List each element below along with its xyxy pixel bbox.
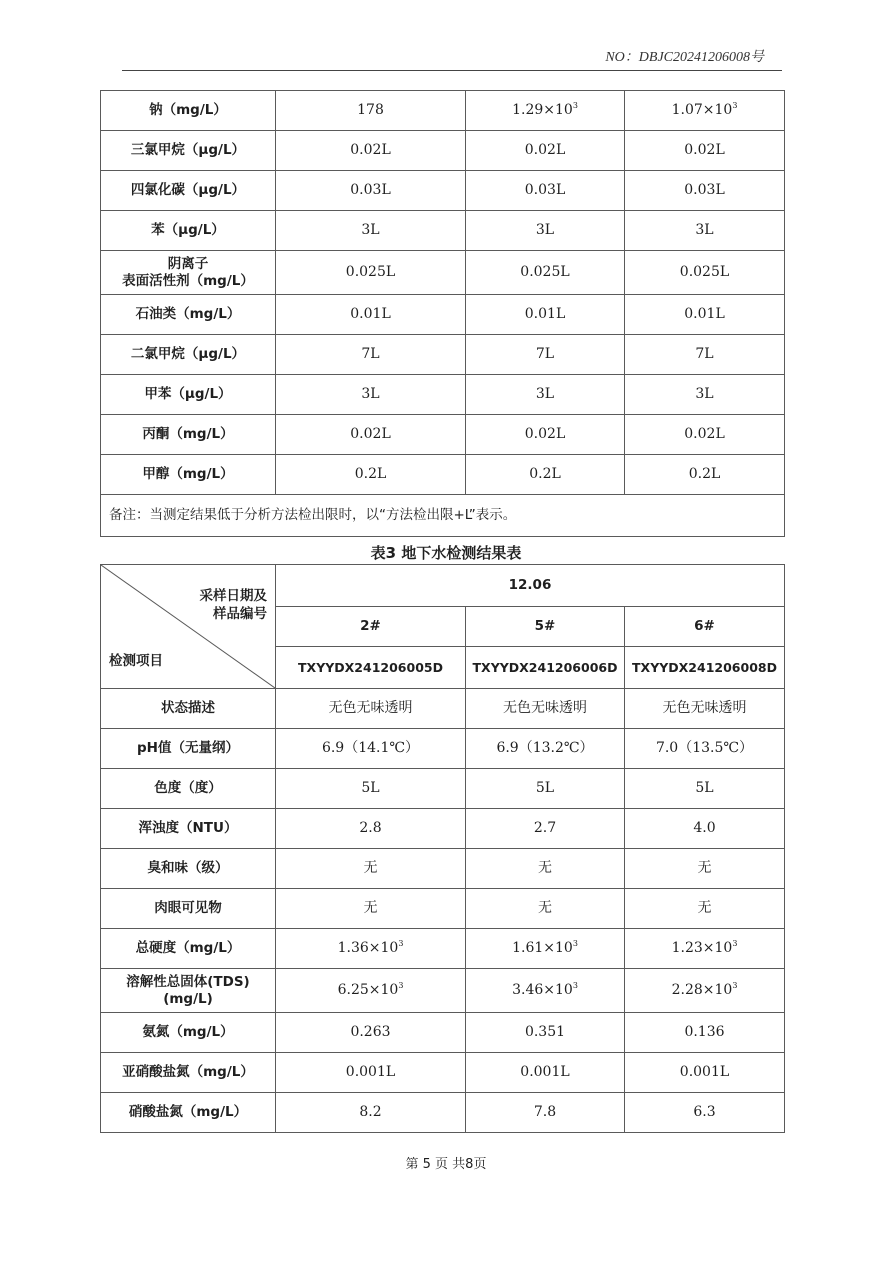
item-label: 四氯化碳（μg/L） — [101, 171, 276, 211]
item-label: 甲苯（μg/L） — [101, 375, 276, 415]
value-cell: 无 — [466, 849, 625, 889]
continued-results-table — [100, 90, 785, 537]
value-cell: 0.136 — [625, 1013, 785, 1053]
value-cell: 0.351 — [466, 1013, 625, 1053]
value-cell: 0.01L — [466, 295, 625, 335]
value-cell: $1.36\times 10^3$ — [276, 929, 466, 969]
report-number: NO：DBJC20241206008号 — [605, 50, 764, 65]
value-cell: 5L — [625, 769, 785, 809]
item-label: 甲醇（mg/L） — [101, 455, 276, 495]
corner-header-bottom: 检测项目 — [109, 653, 163, 669]
value-cell: $1.61\times 10^3$ — [466, 929, 625, 969]
value-cell: 0.02L — [625, 131, 785, 171]
value-cell: 0.025L — [625, 251, 785, 295]
sample-code: TXYYDX241206005D — [276, 647, 466, 689]
note-row — [101, 495, 785, 537]
value-cell: $6.25\times 10^3$ — [276, 969, 466, 1013]
value-cell: 无 — [625, 889, 785, 929]
item-label: 二氯甲烷（μg/L） — [101, 335, 276, 375]
value-cell: 3L — [276, 375, 466, 415]
sample-code: TXYYDX241206006D — [466, 647, 625, 689]
value-cell: 无色无味透明 — [276, 689, 466, 729]
table-row — [101, 729, 785, 769]
value-cell: 7L — [276, 335, 466, 375]
item-label: 状态描述 — [101, 689, 276, 729]
value-cell: 0.025L — [276, 251, 466, 295]
value-cell: 0.03L — [276, 171, 466, 211]
value-cell: 无 — [466, 889, 625, 929]
table-row — [101, 375, 785, 415]
value-cell: 5L — [276, 769, 466, 809]
value-cell: 6.3 — [625, 1093, 785, 1133]
value-cell: $1.23\times 10^3$ — [625, 929, 785, 969]
table-row — [101, 295, 785, 335]
item-label: 三氯甲烷（μg/L） — [101, 131, 276, 171]
value-cell: 8.2 — [276, 1093, 466, 1133]
value-cell: 无 — [625, 849, 785, 889]
table-row — [101, 91, 785, 131]
item-label: 石油类（mg/L） — [101, 295, 276, 335]
sampling-date: 12.06 — [276, 565, 785, 607]
header-rule — [122, 70, 782, 71]
table-row — [101, 455, 785, 495]
value-cell: 无色无味透明 — [625, 689, 785, 729]
sample-number: 2# — [276, 607, 466, 647]
diagonal-header-cell — [101, 565, 276, 689]
table-row — [101, 689, 785, 729]
sample-code: TXYYDX241206008D — [625, 647, 785, 689]
sample-number: 6# — [625, 607, 785, 647]
value-cell: 0.02L — [276, 131, 466, 171]
item-label: 臭和味（级） — [101, 849, 276, 889]
item-label: 丙酮（mg/L） — [101, 415, 276, 455]
table-row — [101, 131, 785, 171]
item-label: 亚硝酸盐氮（mg/L） — [101, 1053, 276, 1093]
value-cell: 5L — [466, 769, 625, 809]
item-label: 肉眼可见物 — [101, 889, 276, 929]
value-cell: 0.01L — [276, 295, 466, 335]
value-cell: 4.0 — [625, 809, 785, 849]
item-label: 色度（度） — [101, 769, 276, 809]
value-cell: 无色无味透明 — [466, 689, 625, 729]
table-note: 备注：当测定结果低于分析方法检出限时，以“方法检出限+L”表示。 — [101, 495, 785, 537]
value-cell: 无 — [276, 849, 466, 889]
table-row — [101, 1093, 785, 1133]
item-label: 苯（μg/L） — [101, 211, 276, 251]
table-row — [101, 251, 785, 295]
value-cell: 0.03L — [466, 171, 625, 211]
value-cell: 0.001L — [466, 1053, 625, 1093]
table-row — [101, 809, 785, 849]
value-cell: 3L — [625, 211, 785, 251]
value-cell: 0.02L — [625, 415, 785, 455]
value-cell: 0.2L — [625, 455, 785, 495]
value-cell: 3L — [276, 211, 466, 251]
value-cell: 6.9（13.2℃） — [466, 729, 625, 769]
table-row — [101, 889, 785, 929]
item-label: 氨氮（mg/L） — [101, 1013, 276, 1053]
value-cell: 0.02L — [466, 131, 625, 171]
table-row — [101, 929, 785, 969]
value-cell: 2.8 — [276, 809, 466, 849]
table-title: 表3 地下水检测结果表 — [370, 544, 522, 562]
value-cell: 0.263 — [276, 1013, 466, 1053]
value-cell: 3L — [466, 375, 625, 415]
item-label: 钠（mg/L） — [101, 91, 276, 131]
value-cell: 0.001L — [625, 1053, 785, 1093]
table-row — [101, 1053, 785, 1093]
value-cell: 3L — [466, 211, 625, 251]
item-label: pH值（无量纲） — [101, 729, 276, 769]
value-cell: $1.29\times 10^3$ — [466, 91, 625, 131]
table-row — [101, 171, 785, 211]
table-header-row — [101, 565, 785, 607]
table-row — [101, 769, 785, 809]
value-cell: 0.01L — [625, 295, 785, 335]
table-row — [101, 1013, 785, 1053]
value-cell: 0.02L — [276, 415, 466, 455]
value-cell: 7L — [625, 335, 785, 375]
table-row — [101, 415, 785, 455]
item-label: 阴离子 表面活性剂（mg/L） — [101, 251, 276, 295]
value-cell: 7.0（13.5℃） — [625, 729, 785, 769]
page-footer: 第 5 页 共8页 — [405, 1157, 487, 1172]
item-label: 浑浊度（NTU） — [101, 809, 276, 849]
sample-number: 5# — [466, 607, 625, 647]
value-cell: 178 — [276, 91, 466, 131]
table-row — [101, 849, 785, 889]
value-cell: 0.025L — [466, 251, 625, 295]
item-label: 总硬度（mg/L） — [101, 929, 276, 969]
groundwater-results-table — [100, 564, 785, 1133]
corner-header-top: 采样日期及 样品编号 — [199, 588, 267, 622]
item-label: 溶解性总固体(TDS) (mg/L) — [101, 969, 276, 1013]
value-cell: 0.001L — [276, 1053, 466, 1093]
value-cell: 0.02L — [466, 415, 625, 455]
value-cell: 无 — [276, 889, 466, 929]
table-row — [101, 211, 785, 251]
table-row — [101, 335, 785, 375]
value-cell: 7L — [466, 335, 625, 375]
value-cell: 3L — [625, 375, 785, 415]
value-cell: 0.03L — [625, 171, 785, 211]
item-label: 硝酸盐氮（mg/L） — [101, 1093, 276, 1133]
value-cell: 0.2L — [466, 455, 625, 495]
value-cell: 6.9（14.1℃） — [276, 729, 466, 769]
value-cell: 7.8 — [466, 1093, 625, 1133]
value-cell: 0.2L — [276, 455, 466, 495]
value-cell: $1.07\times 10^3$ — [625, 91, 785, 131]
value-cell: $2.28\times 10^3$ — [625, 969, 785, 1013]
table-row — [101, 969, 785, 1013]
value-cell: $3.46\times 10^3$ — [466, 969, 625, 1013]
value-cell: 2.7 — [466, 809, 625, 849]
